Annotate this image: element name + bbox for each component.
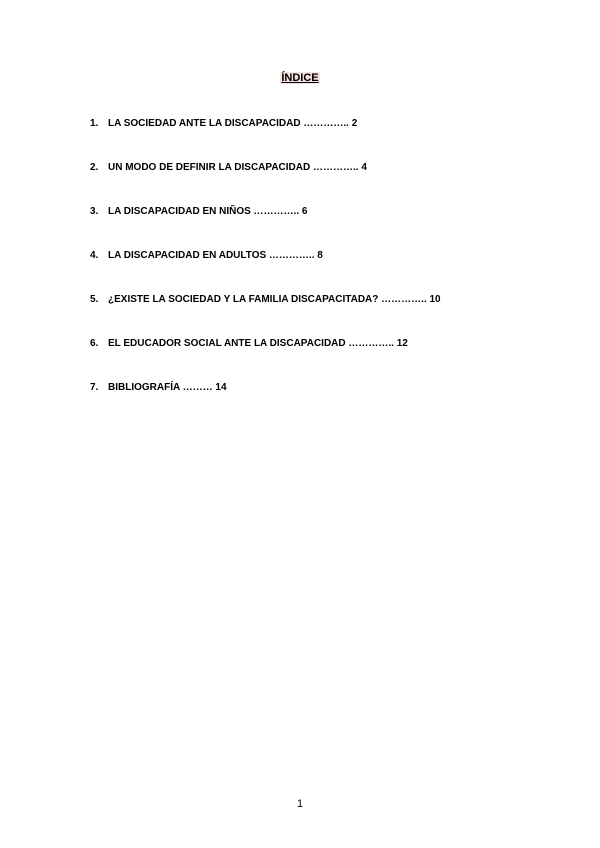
toc-item-text: LA DISCAPACIDAD EN ADULTOS ………….. 8 xyxy=(108,250,323,261)
toc-item-text: BIBLIOGRAFÍA ……… 14 xyxy=(108,382,227,393)
toc-item-4 xyxy=(90,250,441,294)
toc-item-number: 4. xyxy=(90,250,99,261)
toc-item-number: 1. xyxy=(90,118,99,129)
toc-item-text: LA DISCAPACIDAD EN NIÑOS ………….. 6 xyxy=(108,206,308,217)
toc-item-number: 2. xyxy=(90,162,99,173)
toc-item-text: ¿EXISTE LA SOCIEDAD Y LA FAMILIA DISCAPACITADA? ………….. 10 xyxy=(108,294,441,305)
page-number: 1 xyxy=(296,798,304,810)
toc-item-number: 6. xyxy=(90,338,99,349)
toc-item-5 xyxy=(90,294,441,338)
toc-item-number: 5. xyxy=(90,294,99,305)
toc-item-1 xyxy=(90,118,441,162)
toc-item-2 xyxy=(90,162,441,206)
toc-item-text: UN MODO DE DEFINIR LA DISCAPACIDAD ………….. 4 xyxy=(108,162,367,173)
table-of-contents xyxy=(90,118,441,426)
page-title xyxy=(0,71,600,85)
toc-item-6 xyxy=(90,338,441,382)
toc-item-7 xyxy=(90,382,441,426)
toc-item-number: 3. xyxy=(90,206,99,217)
toc-item-number: 7. xyxy=(90,382,99,393)
toc-item-text: LA SOCIEDAD ANTE LA DISCAPACIDAD ………….. 2 xyxy=(108,118,358,129)
page-title-text: ÍNDICE xyxy=(281,72,319,84)
toc-item-3 xyxy=(90,206,441,250)
toc-item-text: EL EDUCADOR SOCIAL ANTE LA DISCAPACIDAD ………….. 12 xyxy=(108,338,408,349)
